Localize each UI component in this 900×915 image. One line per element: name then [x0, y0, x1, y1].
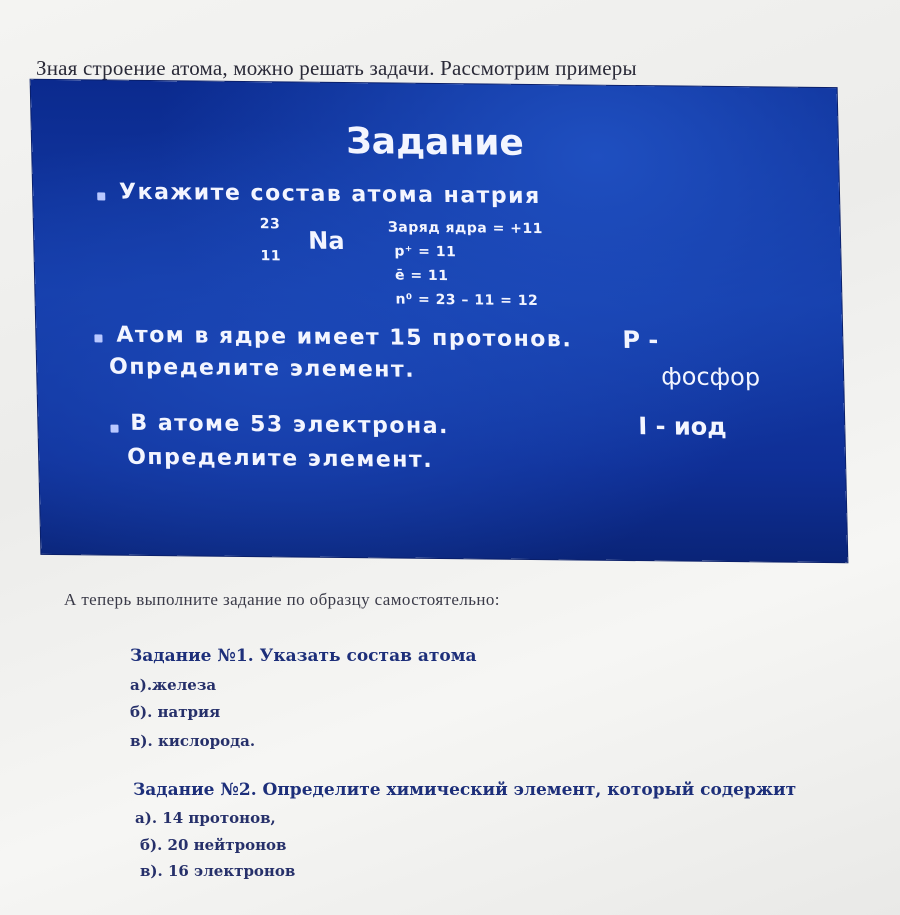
- mass-number: 23: [259, 216, 281, 233]
- task2-item: б). 20 нейтронов: [140, 836, 287, 854]
- bullet-marker: [97, 192, 105, 200]
- bullet-sodium-task: Укажите состав атома натрия: [118, 179, 541, 210]
- task2-title: Задание №2. Определите химический элемент, который содержит: [133, 780, 797, 800]
- instruction-text: А теперь выполните задание по образцу самостоятельно:: [64, 590, 500, 609]
- answer-iodine: I - иод: [638, 412, 727, 442]
- bullet-protons-question: Определите элемент.: [108, 354, 416, 383]
- task1-item: б). натрия: [130, 703, 221, 721]
- bullet-marker: [94, 334, 102, 342]
- neutron-count: n⁰ = 23 – 11 = 12: [395, 291, 539, 310]
- bullet-electrons-task: В атоме 53 электрона.: [130, 410, 450, 440]
- slide-title: Задание: [345, 121, 525, 164]
- atomic-number: 11: [260, 248, 282, 265]
- task1-title: Задание №1. Указать состав атома: [130, 646, 477, 666]
- bullet-protons-task: Атом в ядре имеет 15 протонов.: [116, 322, 573, 353]
- element-symbol-na: Na: [307, 226, 345, 256]
- task2-item: в). 16 электронов: [140, 862, 296, 880]
- task2-item: а). 14 протонов,: [135, 809, 276, 827]
- bullet-electrons-question: Определите элемент.: [126, 444, 434, 473]
- task1-item: в). кислорода.: [130, 732, 256, 750]
- proton-count: p⁺ = 11: [394, 243, 457, 261]
- answer-phosphorus-name: фосфор: [660, 362, 761, 392]
- nucleus-charge: Заряд ядра = +11: [387, 219, 544, 238]
- task1-item: а).железа: [130, 676, 217, 694]
- bullet-marker: [110, 425, 118, 433]
- electron-count: ē = 11: [394, 267, 449, 285]
- answer-phosphorus-symbol: P -: [622, 325, 659, 355]
- intro-text: Зная строение атома, можно решать задачи. Рассмотрим примеры: [36, 56, 637, 80]
- task-slide: [31, 80, 848, 563]
